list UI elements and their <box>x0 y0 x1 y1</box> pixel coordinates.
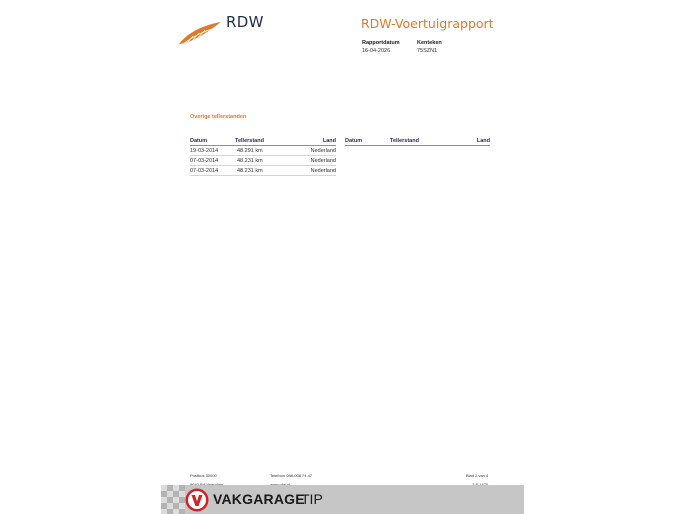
report-date-block <box>362 39 400 55</box>
table-row <box>190 166 336 176</box>
report-title: RDW-Voertuigrapport <box>361 16 494 31</box>
row-odometer: 48.231 km <box>235 156 293 166</box>
vakgarage-banner[interactable] <box>161 485 524 514</box>
vakgarage-tip-text: TIP <box>301 491 323 507</box>
brand-name: RDW <box>226 13 264 31</box>
report-date-label: Rapportdatum <box>362 40 400 46</box>
plate-label: Kenteken <box>417 40 442 46</box>
column-header-odometer: Tellerstand <box>235 138 293 146</box>
column-header-odometer: Tellerstand <box>390 138 446 146</box>
row-country: Nederland <box>293 156 336 166</box>
row-country: Nederland <box>293 146 336 156</box>
footer-page-number: Blad 2 van 4 <box>466 473 489 478</box>
row-date: 07-03-2014 <box>190 166 235 176</box>
vakgarage-badge-icon <box>185 488 209 512</box>
table-row <box>190 146 336 156</box>
row-odometer: 48.291 km <box>235 146 293 156</box>
rdw-logo-icon <box>177 20 222 46</box>
plate-value: 75SZN1 <box>417 48 438 54</box>
row-date: 19-03-2014 <box>190 146 235 156</box>
row-country: Nederland <box>293 166 336 176</box>
section-title: Overige tellerstanden <box>190 114 247 120</box>
table-row <box>190 156 336 166</box>
checkered-flag-icon <box>161 485 185 514</box>
table-header-row <box>345 138 490 146</box>
column-header-country: Land <box>446 138 490 146</box>
row-date: 07-03-2014 <box>190 156 235 166</box>
footer-address-line-1: Postbus 30000 <box>190 473 217 478</box>
column-header-country: Land <box>293 138 336 146</box>
column-header-date: Datum <box>190 138 235 146</box>
table-header-row <box>190 138 336 146</box>
footer-phone: Telefoon 088-008 74 47 <box>270 473 313 478</box>
report-date-value: 16-04-2026 <box>362 48 391 54</box>
row-odometer: 48.231 km <box>235 166 293 176</box>
odometer-table-left <box>190 138 336 176</box>
column-header-date: Datum <box>345 138 390 146</box>
vakgarage-brand-text: VAKGARAGE <box>213 491 305 507</box>
odometer-table-right <box>345 138 490 146</box>
plate-block <box>417 39 442 55</box>
